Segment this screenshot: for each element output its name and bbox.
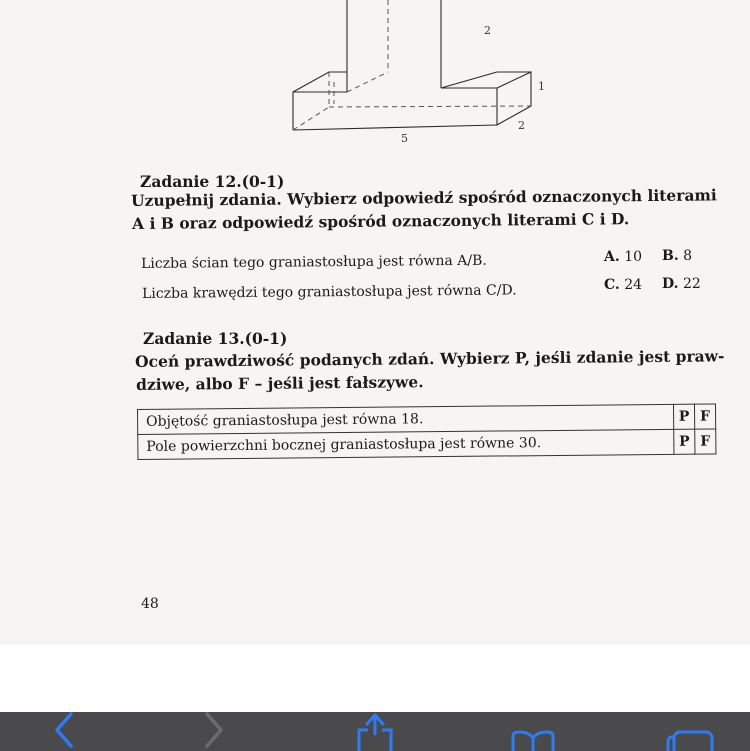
task12-instruction-line2: A i B oraz odpowiedź spośród oznaczonych literami C i D. (132, 209, 630, 233)
answer-f-button[interactable]: F (694, 404, 715, 429)
task13-instruction-line1: Oceń prawdziwość podanych zdań. Wybierz P, jeśli zdanie jest praw- (135, 346, 725, 371)
option-letter: D. (662, 276, 679, 292)
table-row (138, 429, 716, 460)
dim-label-height: 2 (484, 24, 491, 37)
task12-heading: Zadanie 12.(0-1) (140, 172, 285, 191)
task12-row1-text: Liczba ścian tego graniastosłupa jest równa A/B. (141, 252, 487, 272)
task12-row1-option-b[interactable] (662, 248, 692, 264)
answer-f-button[interactable]: F (695, 429, 716, 454)
option-letter: A. (604, 249, 620, 265)
answer-p-button[interactable]: P (673, 404, 694, 429)
task12-instruction-line1: Uzupełnij zdania. Wybierz odpowiedź spośród oznaczonych literami (131, 185, 717, 210)
statement-cell: Pole powierzchni bocznej graniastosłupa jest równe 30. (138, 429, 674, 459)
statement-cell: Objętość graniastosłupa jest równa 18. (138, 404, 674, 434)
share-icon[interactable] (355, 712, 395, 751)
true-false-table (137, 403, 716, 460)
option-value: 24 (624, 277, 643, 293)
page-number: 48 (141, 596, 159, 612)
option-value: 10 (624, 249, 643, 265)
dim-label-length: 5 (401, 132, 408, 145)
task13-heading: Zadanie 13.(0-1) (143, 329, 288, 348)
option-value: 22 (682, 276, 701, 292)
task12-row2-option-d[interactable] (662, 276, 701, 292)
bookmarks-icon[interactable] (509, 712, 557, 751)
option-letter: C. (604, 277, 620, 293)
task13-instruction-line2: dziwe, albo F – jeśli jest fałszywe. (136, 372, 424, 394)
browser-toolbar (0, 712, 750, 751)
back-icon[interactable] (45, 712, 81, 751)
forward-icon[interactable] (197, 712, 233, 751)
prism-figure (0, 0, 750, 160)
answer-p-button[interactable]: P (674, 429, 695, 454)
option-value: 8 (683, 248, 693, 264)
tabs-icon[interactable] (664, 712, 716, 751)
task12-row1-option-a[interactable] (604, 249, 642, 265)
task12-row2-option-c[interactable] (604, 277, 642, 293)
dim-label-width: 2 (518, 119, 525, 132)
dim-label-depth: 1 (538, 80, 545, 93)
option-letter: B. (662, 248, 679, 264)
task12-row2-text: Liczba krawędzi tego graniastosłupa jest równa C/D. (142, 282, 517, 302)
